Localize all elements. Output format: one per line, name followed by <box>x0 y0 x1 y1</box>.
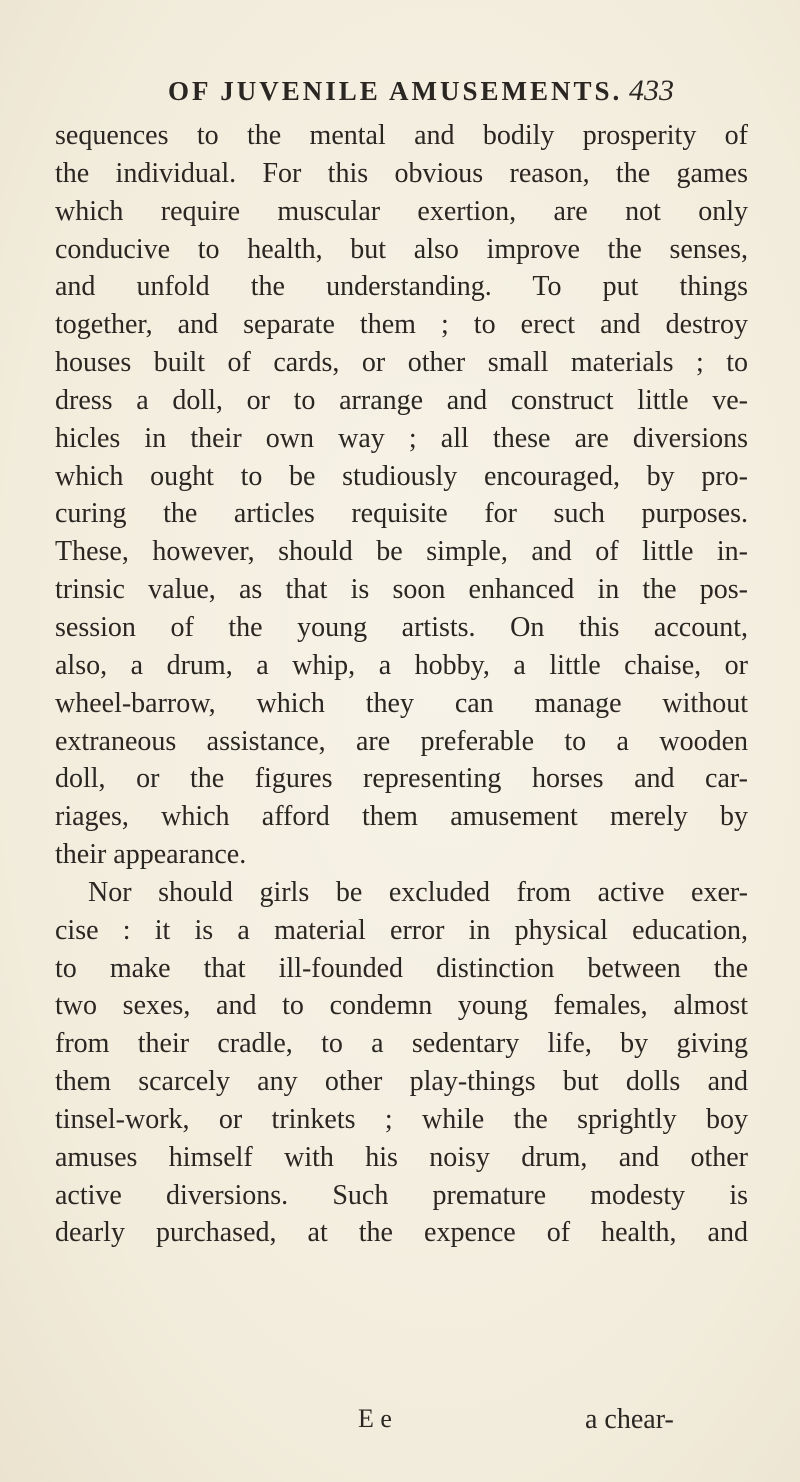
page-footer <box>0 1404 800 1444</box>
text-line: dress a doll, or to arrange and construct little ve- <box>55 384 748 416</box>
text-line: cise : it is a material error in physical education, <box>55 914 748 946</box>
text-line: sequences to the mental and bodily prosperity of <box>55 120 748 151</box>
text-line: active diversions. Such premature modesty is <box>55 1179 748 1211</box>
text-line: trinsic value, as that is soon enhanced in the pos- <box>55 574 748 606</box>
text-line: Nor should girls be excluded from active exer- <box>88 876 748 908</box>
text-line: amuses himself with his noisy drum, and other <box>55 1141 748 1173</box>
text-line: tinsel-work, or trinkets ; while the sprightly boy <box>55 1103 748 1135</box>
text-line: which require muscular exertion, are not only <box>55 195 748 227</box>
text-line: extraneous assistance, are preferable to a wooden <box>55 725 748 757</box>
text-line: their appearance. <box>55 839 247 871</box>
text-line: and unfold the understanding. To put things <box>55 271 748 303</box>
running-title: OF JUVENILE AMUSEMENTS. <box>168 76 623 106</box>
page-number: 433 <box>629 74 674 107</box>
signature-mark: E e <box>358 1404 392 1433</box>
text-line: the individual. For this obvious reason, the games <box>55 157 748 189</box>
body-text <box>55 117 748 1252</box>
page-header <box>0 76 800 116</box>
text-line: to make that ill-founded distinction between the <box>55 952 748 984</box>
text-line: two sexes, and to condemn young females, almost <box>55 990 748 1022</box>
text-line: which ought to be studiously encouraged, by pro- <box>55 460 748 492</box>
text-line: curing the articles requisite for such purposes. <box>55 498 748 530</box>
text-line: conducive to health, but also improve the senses, <box>55 233 748 265</box>
text-line: wheel-barrow, which they can manage without <box>55 687 748 719</box>
text-line: doll, or the figures representing horses and car- <box>55 763 748 795</box>
text-line: them scarcely any other play-things but dolls and <box>55 1066 748 1098</box>
text-line: also, a drum, a whip, a hobby, a little chaise, or <box>55 649 748 681</box>
catchword: a chear- <box>585 1404 674 1435</box>
text-line: houses built of cards, or other small materials ; to <box>55 347 748 379</box>
text-line: together, and separate them ; to erect and destroy <box>55 309 748 341</box>
text-line: riages, which afford them amusement merely by <box>55 801 748 833</box>
text-line: hicles in their own way ; all these are diversions <box>55 422 748 454</box>
text-line: These, however, should be simple, and of little in- <box>55 536 748 568</box>
text-line: session of the young artists. On this account, <box>55 611 748 643</box>
text-line: from their cradle, to a sedentary life, by giving <box>55 1028 748 1060</box>
text-line: dearly purchased, at the expence of health, and <box>55 1217 748 1249</box>
